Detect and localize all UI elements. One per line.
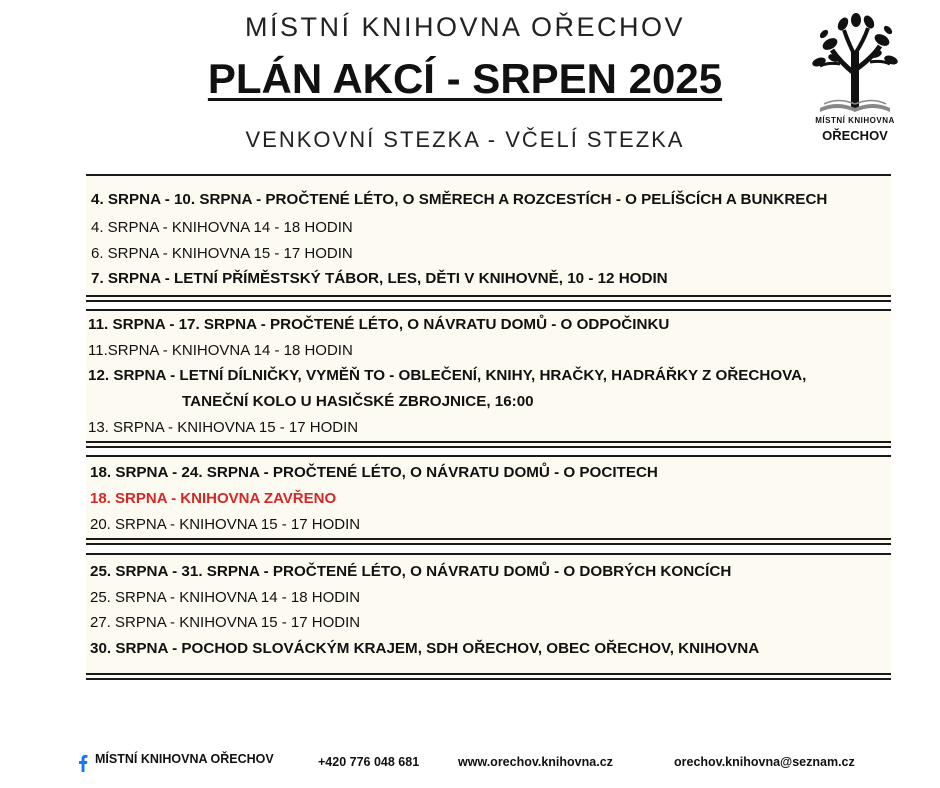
- library-logo: [810, 12, 900, 148]
- website-link[interactable]: www.orechov.knihovna.cz: [458, 755, 613, 769]
- week-section-1: [86, 174, 891, 302]
- phone-number: +420 776 048 681: [318, 755, 420, 769]
- week-section-3: [86, 455, 891, 545]
- week-1-heading: 4. SRPNA - 10. SRPNA - PROČTENÉ LÉTO, O SMĚRECH A ROZCESTÍCH - O PELÍŠCÍCH A BUNKRECH: [91, 191, 828, 208]
- event-line: 30. SRPNA - POCHOD SLOVÁCKÝM KRAJEM, SDH OŘECHOV, OBEC OŘECHOV, KNIHOVNA: [90, 640, 760, 657]
- schedule-line: 20. SRPNA - KNIHOVNA 15 - 17 HODIN: [90, 516, 361, 533]
- page-title: PLÁN AKCÍ - SRPEN 2025: [207, 55, 723, 102]
- schedule-line: 11.SRPNA - KNIHOVNA 14 - 18 HODIN: [88, 342, 353, 359]
- library-name: MÍSTNÍ KNIHOVNA OŘECHOV: [244, 12, 686, 42]
- week-section-4: [86, 553, 891, 680]
- tree-book-icon: [810, 12, 900, 116]
- week-4-heading: 25. SRPNA - 31. SRPNA - PROČTENÉ LÉTO, O NÁVRATU DOMŮ - O DOBRÝCH KONCÍCH: [90, 563, 732, 580]
- event-line: 7. SRPNA - LETNÍ PŘÍMĚSTSKÝ TÁBOR, LES, DĚTI V KNIHOVNĚ, 10 - 12 HODIN: [91, 270, 668, 287]
- schedule-line: 6. SRPNA - KNIHOVNA 15 - 17 HODIN: [91, 245, 353, 262]
- logo-text-line1: MÍSTNÍ KNIHOVNA: [815, 116, 895, 125]
- schedule-line: 4. SRPNA - KNIHOVNA 14 - 18 HODIN: [91, 219, 353, 236]
- facebook-icon[interactable]: [78, 754, 88, 772]
- event-line: 12. SRPNA - LETNÍ DÍLNIČKY, VYMĚŇ TO - OBLEČENÍ, KNIHY, HRAČKY, HADRÁŘKY Z OŘECHOVA,: [88, 367, 807, 384]
- week-3-heading: 18. SRPNA - 24. SRPNA - PROČTENÉ LÉTO, O NÁVRATU DOMŮ - O POCITECH: [90, 464, 658, 481]
- schedule-line: 13. SRPNA - KNIHOVNA 15 - 17 HODIN: [88, 419, 359, 436]
- page-subtitle: VENKOVNÍ STEZKA - VČELÍ STEZKA: [245, 127, 685, 152]
- schedule-line: 25. SRPNA - KNIHOVNA 14 - 18 HODIN: [90, 589, 361, 606]
- logo-text-line2: OŘECHOV: [822, 128, 888, 143]
- schedule-line: 27. SRPNA - KNIHOVNA 15 - 17 HODIN: [90, 614, 361, 631]
- closed-notice: 18. SRPNA - KNIHOVNA ZAVŘENO: [90, 490, 337, 507]
- event-line-continued: TANEČNÍ KOLO U HASIČSKÉ ZBROJNICE, 16:00: [182, 393, 534, 410]
- week-section-2: [86, 309, 891, 448]
- facebook-link[interactable]: MÍSTNÍ KNIHOVNA OŘECHOV: [95, 752, 274, 766]
- email-link[interactable]: orechov.knihovna@seznam.cz: [674, 755, 855, 769]
- week-2-heading: 11. SRPNA - 17. SRPNA - PROČTENÉ LÉTO, O NÁVRATU DOMŮ - O ODPOČINKU: [88, 316, 670, 333]
